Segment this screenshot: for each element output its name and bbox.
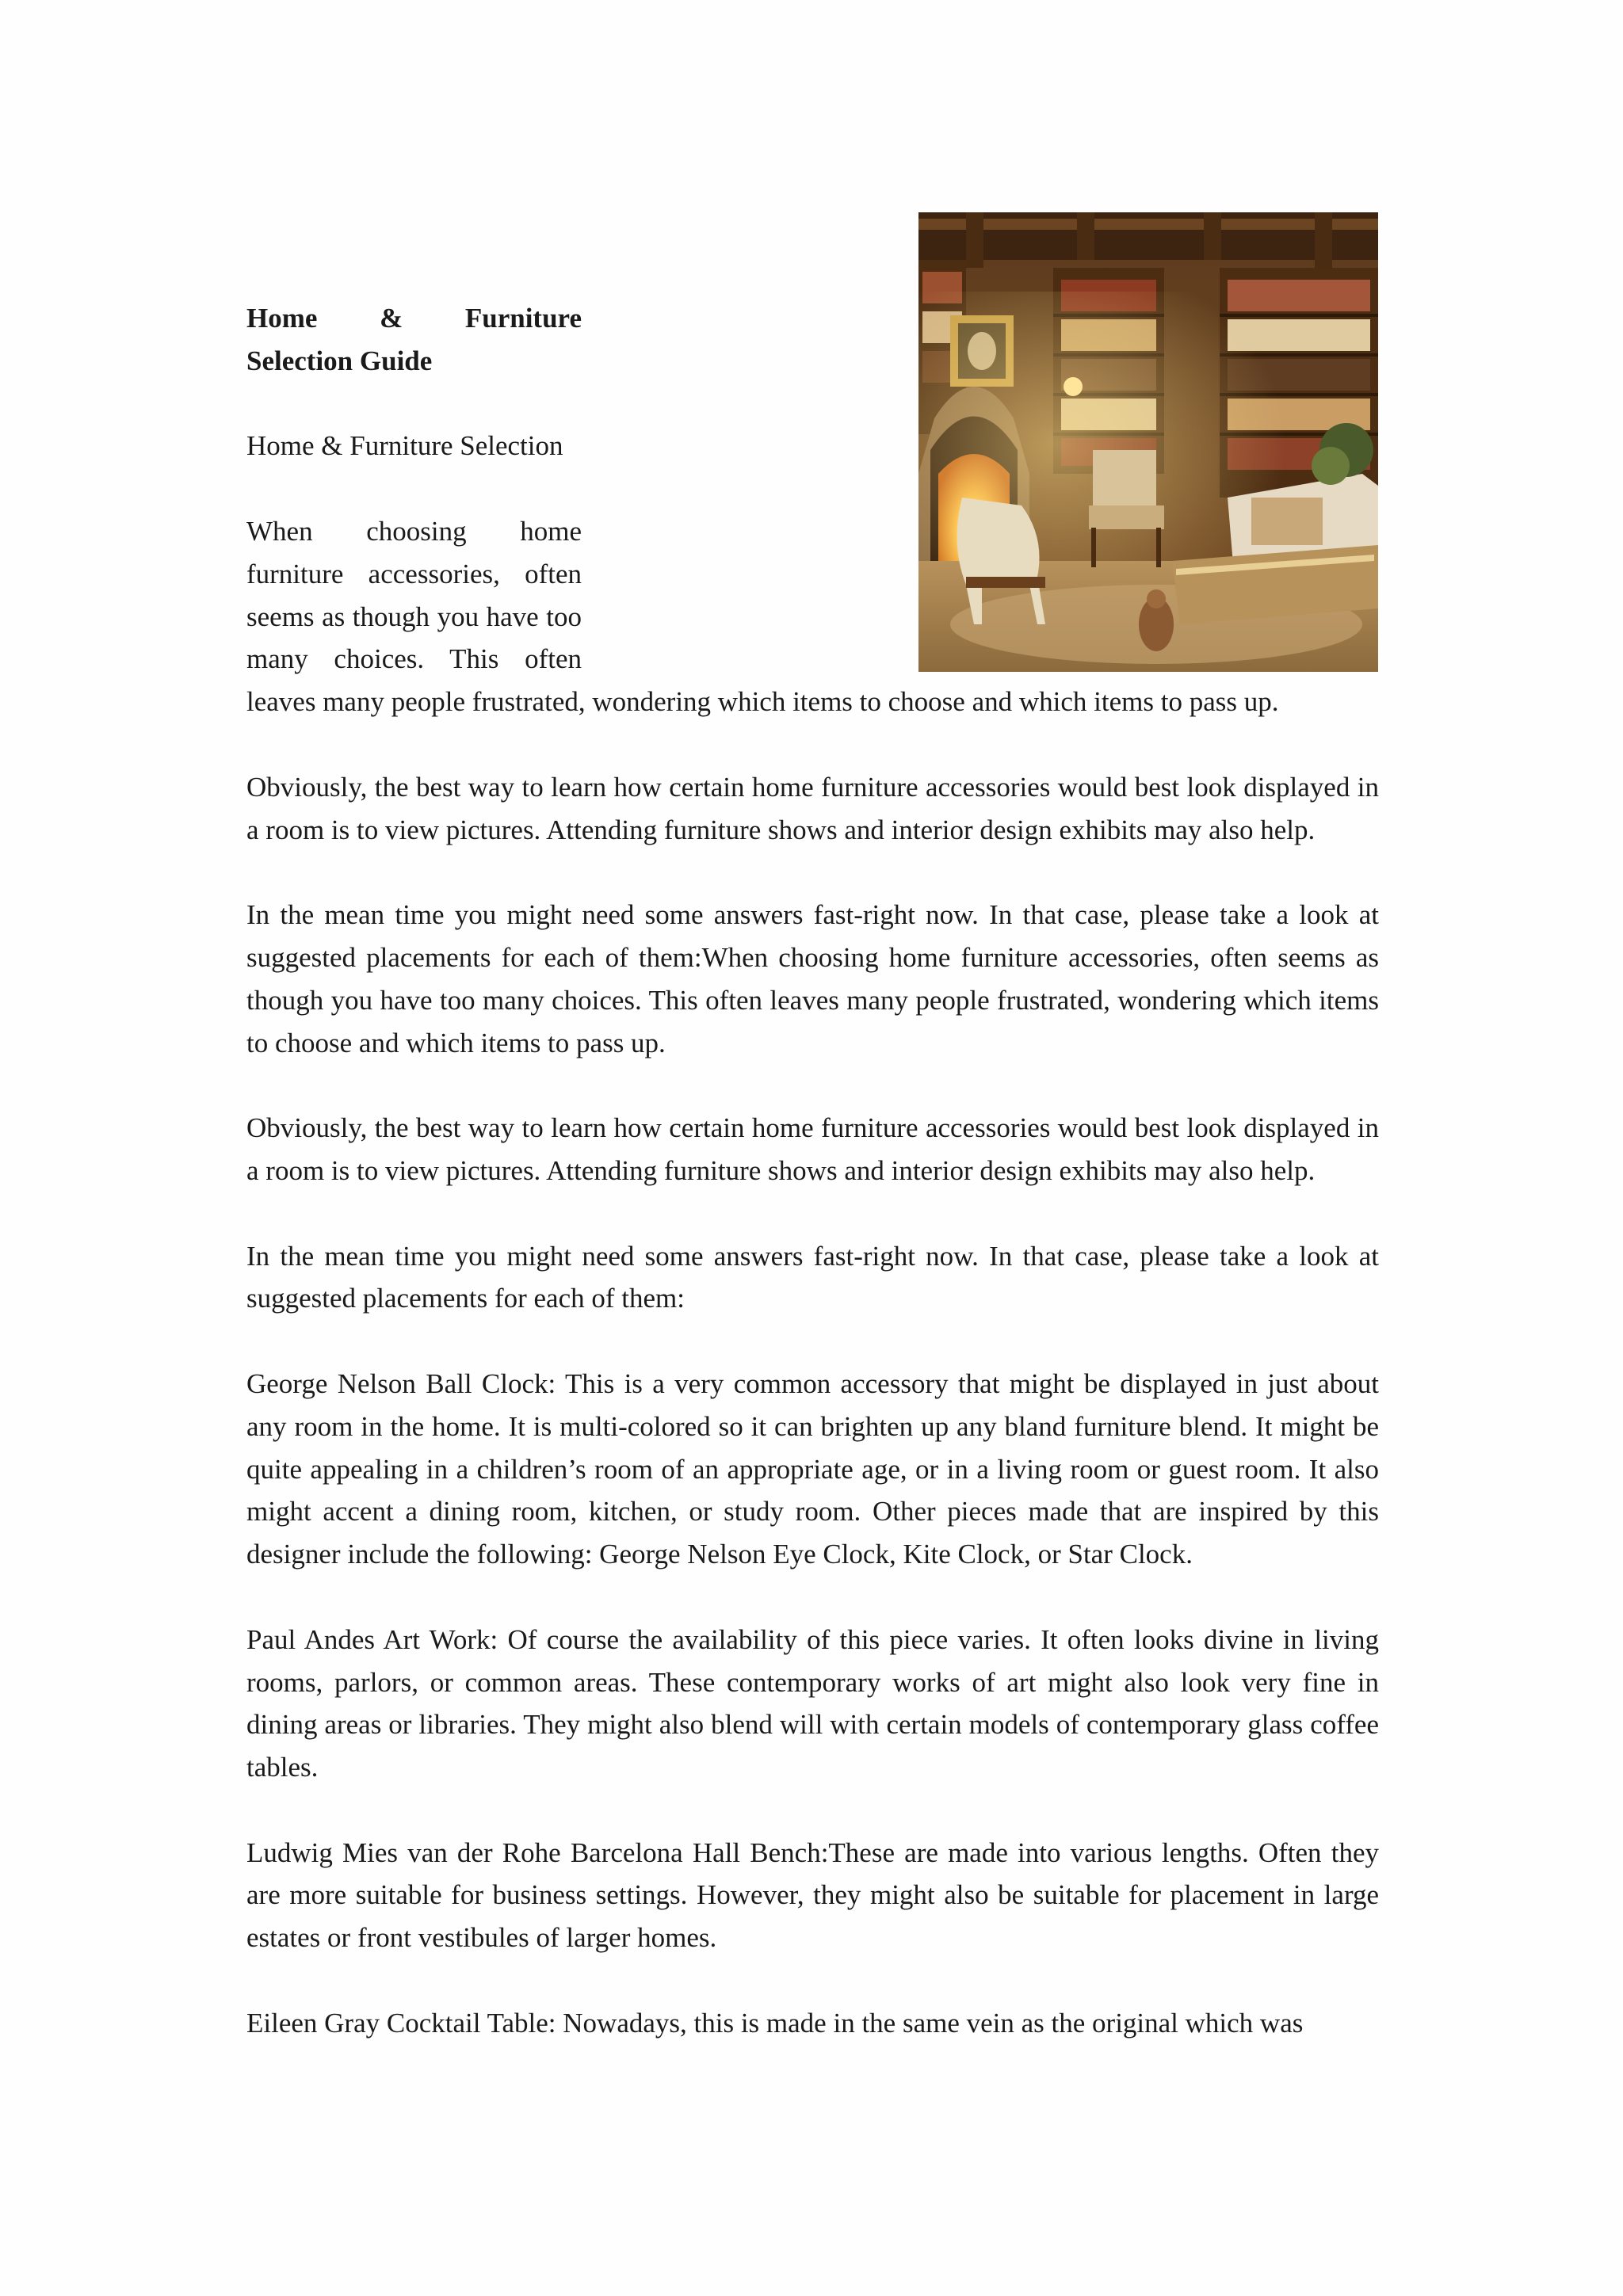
paragraph: Ludwig Mies van der Rohe Barcelona Hall Bench:These are made into various lengths. Often they are more suitable for business settings. However, they might also be suitable for placement in large estates or front vestibules of larger homes. — [246, 1836, 1379, 1954]
paragraph: Obviously, the best way to learn how certain home furniture accessories would best look displayed in a room is to view pictures. Attending furniture shows and interior design exhibits may also help. — [246, 1112, 1379, 1186]
paragraph: Paul Andes Art Work: Of course the availability of this piece varies. It often looks divine in living rooms, parlors, or common areas. These contemporary works of art might also look very fine in dining areas or libraries. They might also blend will with certain models of contemporary glass coffee tables. — [246, 1623, 1379, 1783]
library-room-illustration — [918, 212, 1378, 672]
document-subtitle: Home & Furniture Selection — [246, 430, 563, 462]
library-room-image — [918, 212, 1378, 672]
document-title: Home & Furniture Selection Guide — [246, 303, 582, 376]
paragraph: Obviously, the best way to learn how certain home furniture accessories would best look displayed in a room is to view pictures. Attending furniture shows and interior design exhibits may also help. — [246, 771, 1379, 845]
paragraph: Eileen Gray Cocktail Table: Nowadays, this is made in the same vein as the original which was — [246, 2007, 1304, 2039]
figure-wrapper — [582, 212, 1379, 672]
paragraph: When choosing home furniture accessories, often seems as though you have too many choices. This often leaves many people frustrated, wondering which items to choose and which items to pass up. — [246, 515, 1279, 718]
document-body — [246, 212, 1379, 2087]
paragraph: In the mean time you might need some answers fast-right now. In that case, please take a look at suggested placements for each of them: — [246, 1240, 1379, 1314]
paragraph: George Nelson Ball Clock: This is a very common accessory that might be displayed in just about any room in the home. It is multi-colored so it can brighten up any bland furniture blend. It might be quite appealing in a children’s room of an appropriate age, or in a living room or guest room. It also might accent a dining room, kitchen, or study room. Other pieces made that are inspired by this designer include the following: George Nelson Eye Clock, Kite Clock, or Star Clock. — [246, 1367, 1379, 1570]
paragraph: In the mean time you might need some answers fast-right now. In that case, please take a look at suggested placements for each of them:When choosing home furniture accessories, often seems as though you have too many choices. This often leaves many people frustrated, wondering which items to choose and which items to pass up. — [246, 899, 1379, 1058]
